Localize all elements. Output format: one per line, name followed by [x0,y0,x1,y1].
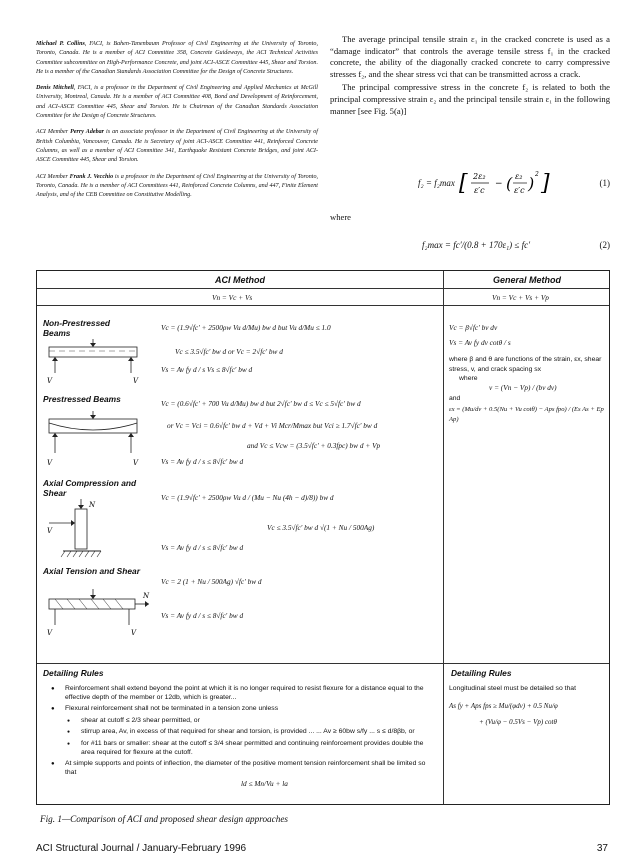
svg-text:2: 2 [535,171,539,178]
formula-ac-3: Vs = Av fy d / s ≤ 8√fc′ bw d [161,543,244,552]
svg-text:2ε₂: 2ε₂ [473,172,486,181]
formula-ps-4: Vs = Av fy d / s ≤ 8√fc′ bw d [161,457,244,466]
header-rule [37,288,609,289]
detailing-rules-list [51,685,435,789]
svg-text:]: ] [541,171,550,196]
svg-text:V: V [47,459,53,467]
svg-text:): ) [528,174,535,193]
svg-text:ε₂: ε₂ [515,172,523,181]
subrule-1: ● shear at cutoff ≤ 2/3 shear permitted, or [51,717,435,726]
svg-text:ε′c: ε′c [474,186,485,195]
formula-at-2: Vs = Av fy d / s ≤ 8√fc′ bw d [161,611,244,620]
rule-1: ● Reinforcement shall extend beyond the point at which it is no longer required to resist flexure for a distance equal to the effective depth of the member or 12db, which is greater... [51,685,435,702]
figure-1 [36,270,610,805]
svg-text:[: [ [459,171,468,196]
section-prestressed: Prestressed Beams [43,394,121,404]
equation-1: f₂ = f₂max [ 2ε₂ ε′c − ( ε₂ ε′c ) 2 ] [418,168,567,200]
formula-ps-2: or Vc = Vci = 0.6√fc′ bw d + Vd + Vi Mcr/Mmax but Vci ≥ 1.7√fc′ bw d [167,421,378,430]
general-rules-formula-2: + (Vu/φ − 0.5Vs − Vp) cotθ [479,718,557,727]
general-formula-1: Vc = β√fc′ bv dv [449,323,498,332]
formula-ac-1: Vc = (1.9√fc′ + 2500ρw Vu d / (Mu − Nu (4h − d)/8)) bw d [161,493,334,502]
svg-text:N: N [89,501,96,509]
beam-diagram-nonprestressed [45,339,145,385]
formula-ps-1: Vc = (0.6√fc′ + 700 Vu d/Mu) bw d but 2√fc′ bw d ≤ Vc ≤ 5√fc′ bw d [161,399,361,408]
general-detailing-rules [449,685,605,727]
vn-rule [37,305,609,306]
subrule-3: ● for #11 bars or smaller: shear at the cutoff ≤ 3/4 shear permitted and continuing reinforcement provides double the area required for flexure at the cutoff. [51,740,435,757]
svg-text:N: N [143,592,150,600]
rule-2: ● Flexural reinforcement shall not be terminated in a tension zone unless [51,705,435,714]
general-formula-v: v = (Vn − Vp) / (bv dv) [489,383,557,393]
subrule-2: ● stirrup area, Av, in excess of that required for shear and torsion, is provided ... ... Av ≥ 60bw s/fy ... s ≤ d/8βb, or [51,728,435,737]
formula-np-1: Vc = (1.9√fc′ + 2500ρw Vu d/Mu) bw d but Vu d/Mu ≤ 1.0 [161,323,331,332]
general-detailing-title: Detailing Rules [451,668,512,678]
figure-caption: Fig. 1—Comparison of ACI and proposed shear design approaches [40,814,288,824]
svg-text:ε′c: ε′c [514,186,525,195]
svg-text:−: − [495,179,503,189]
bio-vecchio: ACI Member Frank J. Vecchio is a professor in the Department of Civil Engineering at the University of Toronto, Toronto, Canada. He is a member of ACI Committees 441, Reinforced Concrete Columns, and 447, Finite Element Analysis, and of the CEB Committee on Constitutive Modelling. [36,173,319,199]
formula-ac-2: Vc ≤ 3.5√fc′ bw d √(1 + Nu / 500Ag) [267,523,375,532]
rule-3: ● At simple supports and points of inflection, the diameter of the positive moment tension reinforcement shall be limited so that [51,760,435,777]
equation-1-number: (1) [599,178,610,188]
general-text-1: where β and θ are functions of the strain, εx, shear stress, v, and crack spacing sx [449,356,602,373]
equation-2: f₂max = fc′/(0.8 + 170ε₁) ≤ fc′ [422,240,531,250]
paragraph-1: The average principal tensile strain ε₁ in the cracked concrete is used as a “damage indicator” that controls the average tensile stress f₁ in the cracked concrete, the ability of the diagonally cracked concrete to carry compressive stresses f₂, and the shear stress vci that can be transmitted across a crack. [330,34,610,79]
general-vn-formula: Vn = Vc + Vs + Vp [492,293,549,302]
svg-text:V: V [47,629,53,637]
svg-text:V: V [133,459,139,467]
general-formula-ex: εx = (Mu/dv + 0.5(Nu + Vu cotθ) − Aps fpo) / (Es As + Ep Ap) [449,406,604,423]
general-formula-2: Vs = Av fy dv cotθ / s [449,338,511,348]
section-axial-tension: Axial Tension and Shear [43,566,140,576]
rules-rule [37,663,609,664]
aci-vn-formula: Vn = Vc + Vs [212,293,253,302]
bio-mitchell: Denis Mitchell, FACI, is a professor in the Department of Civil Engineering and Applied Mechanics at McGill University, Montreal, Canada. He is a member of ACI Committee 408, Bond and Development of Reinforcement, and ACI-ASCE Committee 445, Shear and Torsion. He is Chairman of the Canadian Standards Association Committee for the Design of Concrete Structures. [36,85,318,120]
journal-footer: ACI Structural Journal / January-February 1996 [36,843,247,854]
ld-formula: ld ≤ Mn/Vu + la [241,779,288,789]
formula-np-2: Vc ≤ 3.5√fc′ bw d or Vc = 2√fc′ bw d [175,347,283,356]
general-method-header: General Method [492,275,561,285]
svg-text:V: V [131,629,137,637]
beam-diagram-tension [45,589,155,639]
svg-text:V: V [133,377,139,385]
equation-2-number: (2) [599,240,610,250]
equation-1-bracket [457,168,567,200]
section-nonprestressed: Non-Prestressed Beams [43,318,111,338]
general-rules-formula-1: As fy + Aps fps ≥ Mu/(φdv) + 0.5 Nu/φ [449,701,558,710]
beam-diagram-prestressed [45,411,145,469]
section-axial-compression: Axial Compression and Shear [43,478,137,498]
where-label: where [330,212,351,222]
column-divider [443,271,444,804]
detailing-rules-title: Detailing Rules [43,668,104,678]
formula-at-1: Vc = 2 (1 + Nu / 500Ag) √fc′ bw d [161,577,262,586]
general-method-formulas [449,323,605,424]
svg-text:V: V [47,527,53,535]
author-bios [36,40,318,207]
svg-text:V: V [47,377,53,385]
svg-text:(: ( [506,174,513,193]
general-rules-text: Longitudinal steel must be detailed so that [449,685,576,692]
paragraph-2: The principal compressive stress in the concrete f₂ is related to both the principal compressive strain ε₂ and the principal tensile strain ε₁ in the following manner [see Fig. 5(a)] [330,82,610,116]
aci-method-header: ACI Method [215,275,265,285]
page-number: 37 [596,843,608,854]
bio-adebar: ACI Member Perry Adebar is an associate professor in the Department of Civil Engineering at the University of British Columbia, Vancouver, Canada. He is Secretary of joint ACI-ASCE Committee 441, Reinforced Concrete Columns, as well as a member of ACI Committee 341, Earthquake Resistant Concrete Bridges, and joint ACI-ASCE Committee 445, Shear and Torsion. [36,129,319,164]
formula-np-3: Vs = Av fy d / s Vs ≤ 8√fc′ bw d [161,365,253,374]
column-diagram-compression [45,499,145,561]
formula-ps-3: and Vc ≤ Vcw = (3.5√fc′ + 0.3fpc) bw d + Vp [247,441,381,450]
body-text [330,34,610,119]
general-text-2: where [459,374,478,382]
general-text-3: and [449,395,461,403]
bio-collins: Michael P. Collins, FACI, is Bahen-Tanenbaum Professor of Civil Engineering at the University of Toronto, Toronto, Canada. He is a member of ACI Committee 358, Concrete Guideways, the ACI Technical Activities Committee subcommittee on High-Performance Concrete, and joint ACI-ASCE Committee 445, Shear and Torsion. He is a member of the Canadian Standards Association Committee for the Design of Concrete Structures. [36,41,318,75]
